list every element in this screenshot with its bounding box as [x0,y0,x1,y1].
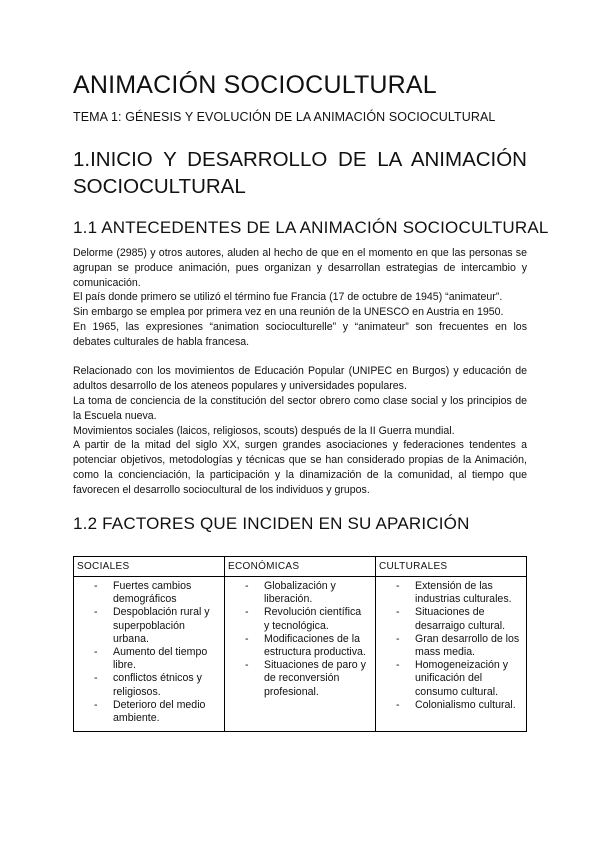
dash-bullet: - [94,580,98,592]
dash-bullet: - [245,632,249,645]
dash-bullet: - [94,698,98,711]
list-item-text: Revolución científica y tecnológica. [264,606,362,632]
list-item [231,606,369,632]
dash-bullet: - [245,659,249,672]
list-item-text: Gran desarrollo de los mass media. [415,632,520,659]
list-item-text: Situaciones de paro y de reconversión profesional. [264,659,366,698]
column-header-economicas: ECONÓMICAS [225,557,376,577]
factors-table [73,556,527,732]
list-item [80,606,218,646]
list-item [80,672,218,698]
list-item-text: conflictos étnicos y religiosos. [113,672,202,698]
dash-bullet: - [94,646,98,659]
dash-bullet: - [245,606,249,619]
list-item-text: Fuertes cambios demográficos [113,580,192,606]
list-item-text: Modificaciones de la estructura productiva. [264,632,366,659]
list-item-text: Colonialismo cultural. [415,698,516,711]
table-row [74,577,527,732]
sociales-cell [74,577,225,732]
list-item-text: Globalización y liberación. [264,580,336,606]
list-item-text: Situaciones de desarraigo cultural. [415,606,506,632]
list-item-text: Homogeneización y unificación del consumo cultural. [415,659,509,698]
list-item [231,659,369,699]
list-item [80,646,218,672]
paragraph: A partir de la mitad del siglo XX, surgen grandes asociaciones y federaciones tendentes a potenciar objetivos, metodologías y técnicas que se han considerado propias de la Animación, como la concienciación, la participación y la dinamización de la comunidad, al tiempo que favorecen el desarrollo sociocultural de los individuos y grupos. [73,439,527,496]
list-item-text: Extensión de las industrias culturales. [415,580,512,606]
paragraph: Movimientos sociales (laicos, religiosos, scouts) después de la II Guerra mundial. [73,424,455,437]
list-item [231,633,369,659]
document-subtitle: TEMA 1: GÉNESIS Y EVOLUCIÓN DE LA ANIMACIÓN SOCIOCULTURAL [73,110,496,124]
list-item [382,699,520,712]
section-1-1-body [73,246,527,498]
paragraph-spacer [73,350,527,365]
economicas-list [231,580,369,699]
list-item [382,633,520,659]
sociales-list [80,580,218,725]
culturales-list [382,580,520,712]
list-item [382,580,520,606]
list-item [382,659,520,699]
economicas-cell [225,577,376,732]
column-header-sociales: SOCIALES [74,557,225,577]
column-header-culturales: CULTURALES [376,557,527,577]
dash-bullet: - [396,632,400,645]
dash-bullet: - [396,659,400,672]
table-header-row [74,557,527,577]
section-1-1-heading: 1.1 ANTECEDENTES DE LA ANIMACIÓN SOCIOCULTURAL [73,218,549,237]
list-item-text: Despoblación rural y superpoblación urbana. [113,606,210,645]
heading-1: 1.INICIO Y DESARROLLO DE LA ANIMACIÓN SOCIOCULTURAL [73,148,527,198]
dash-bullet: - [396,580,400,592]
dash-bullet: - [396,698,400,711]
document-title: ANIMACIÓN SOCIOCULTURAL [73,71,437,99]
paragraph: Relacionado con los movimientos de Educación Popular (UNIPEC en Burgos) y educación de adultos desarrollo de los ateneos populares y universidades populares. [73,365,527,393]
paragraph: El país donde primero se utilizó el término fue Francia (17 de octubre de 1945) “animateur”. [73,291,503,304]
paragraph: La toma de conciencia de la constitución del sector obrero como clase social y los principios de la Escuela nueva. [73,394,527,422]
culturales-cell [376,577,527,732]
list-item [80,699,218,725]
list-item-text: Aumento del tiempo libre. [113,646,208,672]
list-item-text: Deterioro del medio ambiente. [113,698,206,725]
paragraph: Sin embargo se emplea por primera vez en una reunión de la UNESCO en Austria en 1950. [73,306,504,319]
list-item [80,580,218,606]
list-item [231,580,369,606]
dash-bullet: - [94,606,98,619]
paragraph: En 1965, las expresiones “animation socioculturelle” y “animateur” son frecuentes en los debates culturales de habla francesa. [73,320,527,348]
list-item [382,606,520,632]
dash-bullet: - [396,606,400,619]
paragraph: Delorme (2985) y otros autores, aluden al hecho de que en el momento en que las personas se agrupan se produce animación, pues organizan y desarrollan estrategias de intercambio y comunicación. [73,247,527,289]
section-1-2-heading: 1.2 FACTORES QUE INCIDEN EN SU APARICIÓN [73,514,470,533]
dash-bullet: - [94,672,98,685]
dash-bullet: - [245,580,249,592]
